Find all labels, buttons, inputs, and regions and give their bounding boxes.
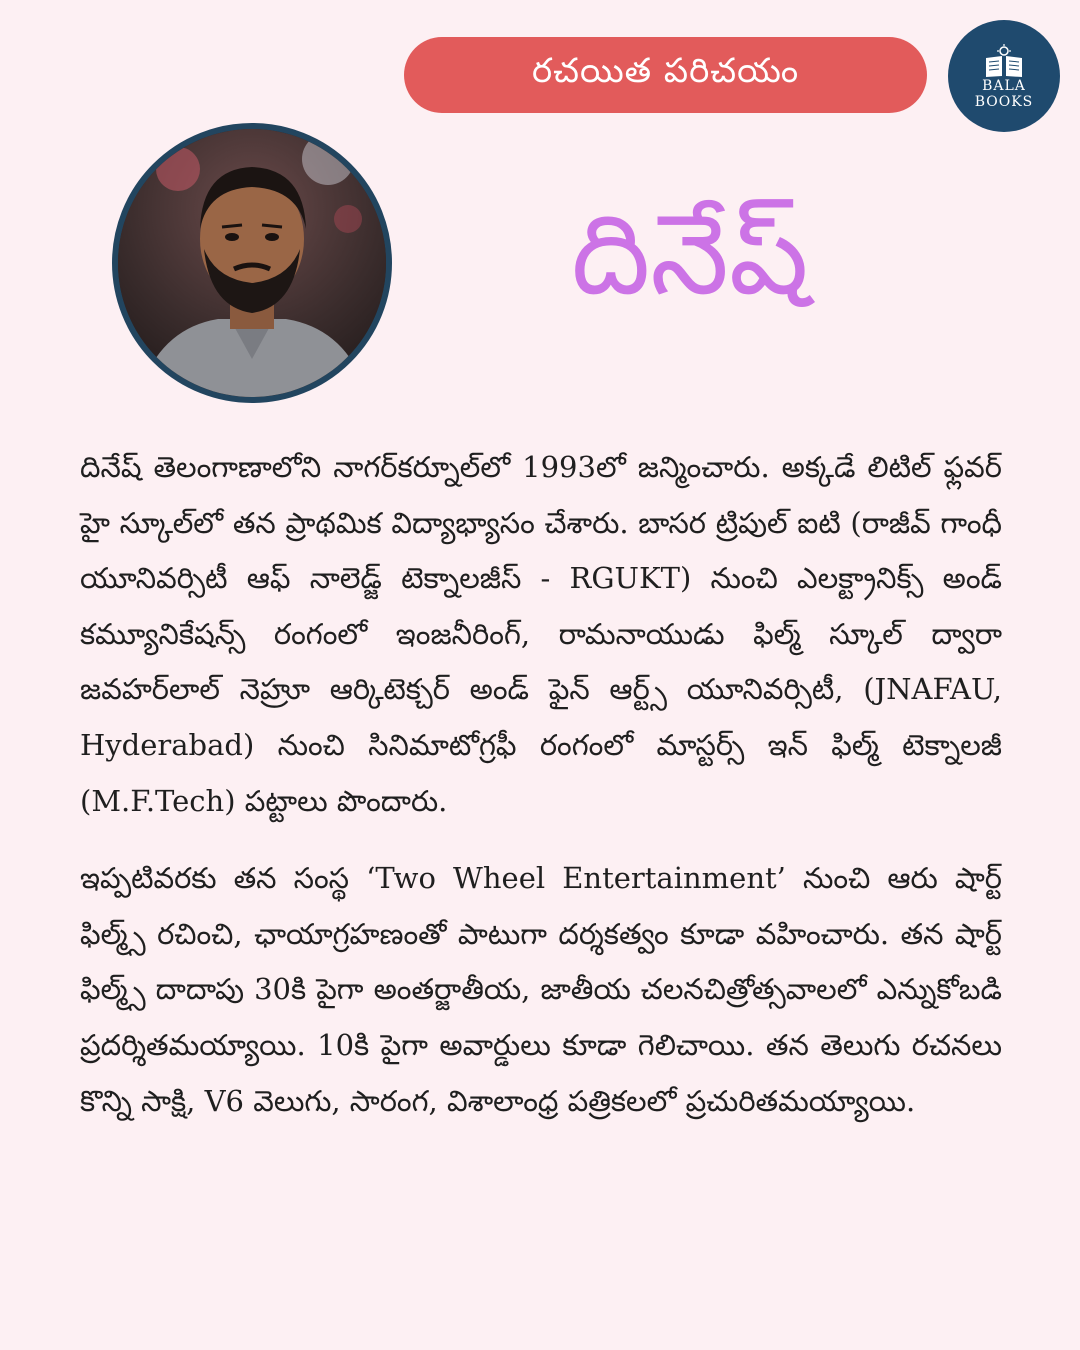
page-title: రచయిత పరిచయం	[531, 51, 800, 91]
author-portrait-icon	[118, 129, 386, 397]
author-name: దినేష్	[571, 190, 809, 320]
bala-books-logo	[948, 20, 1060, 132]
author-photo	[112, 123, 392, 403]
author-bio	[80, 440, 1002, 1151]
bio-paragraph-1: దినేష్ తెలంగాణాలోని నాగర్‌కర్నూల్‌లో 1993లో జన్మించారు. అక్కడే లిటిల్ ఫ్లవర్ హై స్కూల్‌లో తన ప్రాథమిక విద్యాభ్యాసం చేశారు. బాసర ట్రిపుల్ ఐటి (రాజీవ్ గాంధీ యూనివర్సిటీ ఆఫ్ నాలెడ్జ్ టెక్నాలజీస్ - RGUKT) నుంచి ఎలక్ట్రానిక్స్ అండ్ కమ్యూనికేషన్స్ రంగంలో ఇంజనీరింగ్, రామనాయుడు ఫిల్మ్ స్కూల్ ద్వారా జవహర్‌లాల్ నెహ్రూ ఆర్కిటెక్చర్ అండ్ ఫైన్ ఆర్ట్స్ యూనివర్సిటీ, (JNAFAU, Hyderabad) నుంచి సినిమాటోగ్రఫీ రంగంలో మాస్టర్స్ ఇన్ ఫిల్మ్ టెక్నాలజీ (M.F.Tech) పట్టాలు పొందారు.	[80, 450, 1002, 818]
logo-text-books: BOOKS	[974, 94, 1034, 110]
open-book-icon	[982, 44, 1026, 78]
logo-text-bala: BALA	[982, 78, 1026, 94]
header-pill	[404, 37, 927, 113]
bio-paragraph-2: ఇప్పటివరకు తన సంస్థ ‘Two Wheel Entertainment’ నుంచి ఆరు షార్ట్ ఫిల్మ్స్ రచించి, ఛాయాగ్రహణంతో పాటుగా దర్శకత్వం కూడా వహించారు. తన షార్ట్ ఫిల్మ్స్ దాదాపు 30కి పైగా అంతర్జాతీయ, జాతీయ చలనచిత్రోత్సవాలలో ఎన్నుకోబడి ప్రదర్శితమయ్యాయి. 10కి పైగా అవార్డులు కూడా గెలిచాయి. తన తెలుగు రచనలు కొన్ని సాక్షి, V6 వెలుగు, సారంగ, విశాలాంధ్ర పత్రికలలో ప్రచురితమయ్యాయి.	[80, 861, 1002, 1118]
